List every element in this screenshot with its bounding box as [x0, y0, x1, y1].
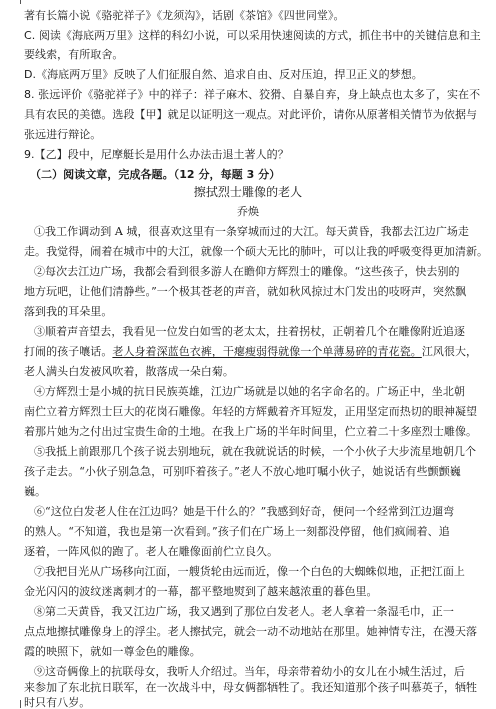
question-8-line: 具有农民的美德。选段【甲】就足以证明这一观点。对此评价，请你从原著相关情节为依据与: [24, 108, 478, 121]
article-line: ⑥“这位白发老人住在江边吗？她是干什么的？”我感到好奇，便问一个经常到江边遛弯: [34, 505, 455, 518]
article-line: 着那片她为之付出过宝贵生命的土地。在我上广场的半年时间里，伫立着二十多座烈士雕像。: [24, 425, 478, 438]
underlined-sentence: 老人身着深蓝色衣裤，干瘪瘦弱得就像一个单薄易碎的青花瓷。: [112, 345, 422, 358]
page-corner-mark: [4, 700, 21, 708]
article-line: 时只有八岁。: [24, 696, 91, 709]
option-c-line: C. 阅读《海底两万里》这样的科幻小说，可以采用快速阅读的方式，抓住书中的关键信息和主: [24, 29, 481, 42]
text-line: 著有长篇小说《骆驼祥子》《龙须沟》，话剧《茶馆》《四世同堂》。: [24, 9, 345, 22]
article-line: [24, 345, 496, 358]
article-line: 落到我的耳朵里。: [24, 305, 113, 318]
article-text: 打闹的孩子嚷话。: [24, 345, 113, 358]
article-title: 擦拭烈士雕像的老人: [193, 186, 303, 199]
article-line: ①我工作调动到 A 城，很喜欢这里有一条穿城而过的大江。每天黄昏，我都去江边广场走: [34, 225, 469, 238]
page-corner-mark: [8, 0, 21, 4]
article-line: ⑨这奇俩像上的抗联母女，我听人介绍过。当年，母亲带着幼小的女儿在小城生活过，后: [34, 665, 465, 678]
article-line: ②每次去江边广场，我都会看到很多游人在瞻仰方辉烈士的雕像。“这些孩子，快去别的: [34, 265, 460, 278]
article-line: 老人满头白发被风吹着，散落成一朵白菊。: [24, 365, 234, 378]
article-line: 逐着，一阵风似的跑了。老人在雕像面前伫立良久。: [24, 545, 279, 558]
article-line: 巍。: [24, 485, 47, 498]
article-line: 来参加了东北抗日联军，在一次战斗中，母女俩都牺牲了。我还知道那个孩子叫慕英子，牺牲: [24, 681, 478, 694]
question-9-line: 9.【乙】段中，尼摩艇长是用什么办法击退土著人的？: [24, 148, 289, 161]
article-line: 霞的映照下，就如一尊金色的雕像。: [24, 645, 201, 658]
article-line: ③顺着声音望去，我看见一位发白如雪的老太太，拄着拐杖，正朝着几个在雕像附近追逐: [34, 325, 465, 338]
article-line: ④方辉烈士是小城的抗日民族英雄，江边广场就是以她的名字命名的。广场正中，坐北朝: [34, 385, 465, 398]
option-d-line: D.《海底两万里》反映了人们征服自然、追求自由、反对压迫，捍卫正义的梦想。: [24, 68, 423, 81]
article-line: 走。我觉得，闹着在城市中的大江，就像一个硕大无比的肺叶，可以让我的呼吸变得更加清新。: [24, 245, 489, 258]
article-line: 南伫立着方辉烈士巨大的花岗石雕像。年轻的方辉戴着齐耳短发，正用坚定而热切的眼神凝望: [24, 405, 478, 418]
article-line: 金光闪闪的波纹迷离刺才的一幕，都平整地熨到了越来越浓重的暮色里。: [24, 585, 378, 598]
article-line: ⑤我抵上前跟那几个孩子说去别地玩，就在我就说话的时候，一个小伙子大步流星地朝几个: [34, 445, 476, 458]
article-line: ⑧第二天黄昏，我又江边广场，我又遇到了那位白发老人。老人拿着一条湿毛巾，正一: [34, 605, 454, 618]
article-line: 孩子走去。“小伙子别急急，可别吓着孩子。”老人不放心地叮嘱小伙子，她说话有些颤颤巍: [24, 465, 461, 478]
option-c-line: 要线索，有所取舍。: [24, 48, 124, 61]
section-heading: （二）阅读文章，完成各题。（12 分，每题 3 分）: [30, 168, 281, 181]
article-author: 乔焕: [236, 205, 260, 218]
article-line: 点点地擦拭雕像身上的浮尘。老人擦拭完，就会一动不动地站在那里。她神情专注，在漫天落: [24, 625, 478, 638]
article-line: 地方玩吧，让他们清静些。”一个极其苍老的声音，就如秋风掠过木门发出的吱呀声，突然飘: [24, 285, 467, 298]
article-line: ⑦我把目光从广场移向江面，一艘货轮由远而近，像一个白色的大蜘蛛似地，正把江面上: [34, 565, 465, 578]
question-8-line: 张远进行辩论。: [24, 128, 102, 141]
article-text: 江风很大，: [421, 345, 478, 358]
question-8-line: 8. 张远评价《骆驼祥子》中的祥子：祥子麻木、狡猾、自暴自弃，身上缺点也太多了，实在不: [24, 88, 481, 101]
article-line: 的熟人。“不知道，我也是第一次看到。”孩子们在广场上一刻都没停留，他们疯闹着、追: [24, 525, 450, 538]
